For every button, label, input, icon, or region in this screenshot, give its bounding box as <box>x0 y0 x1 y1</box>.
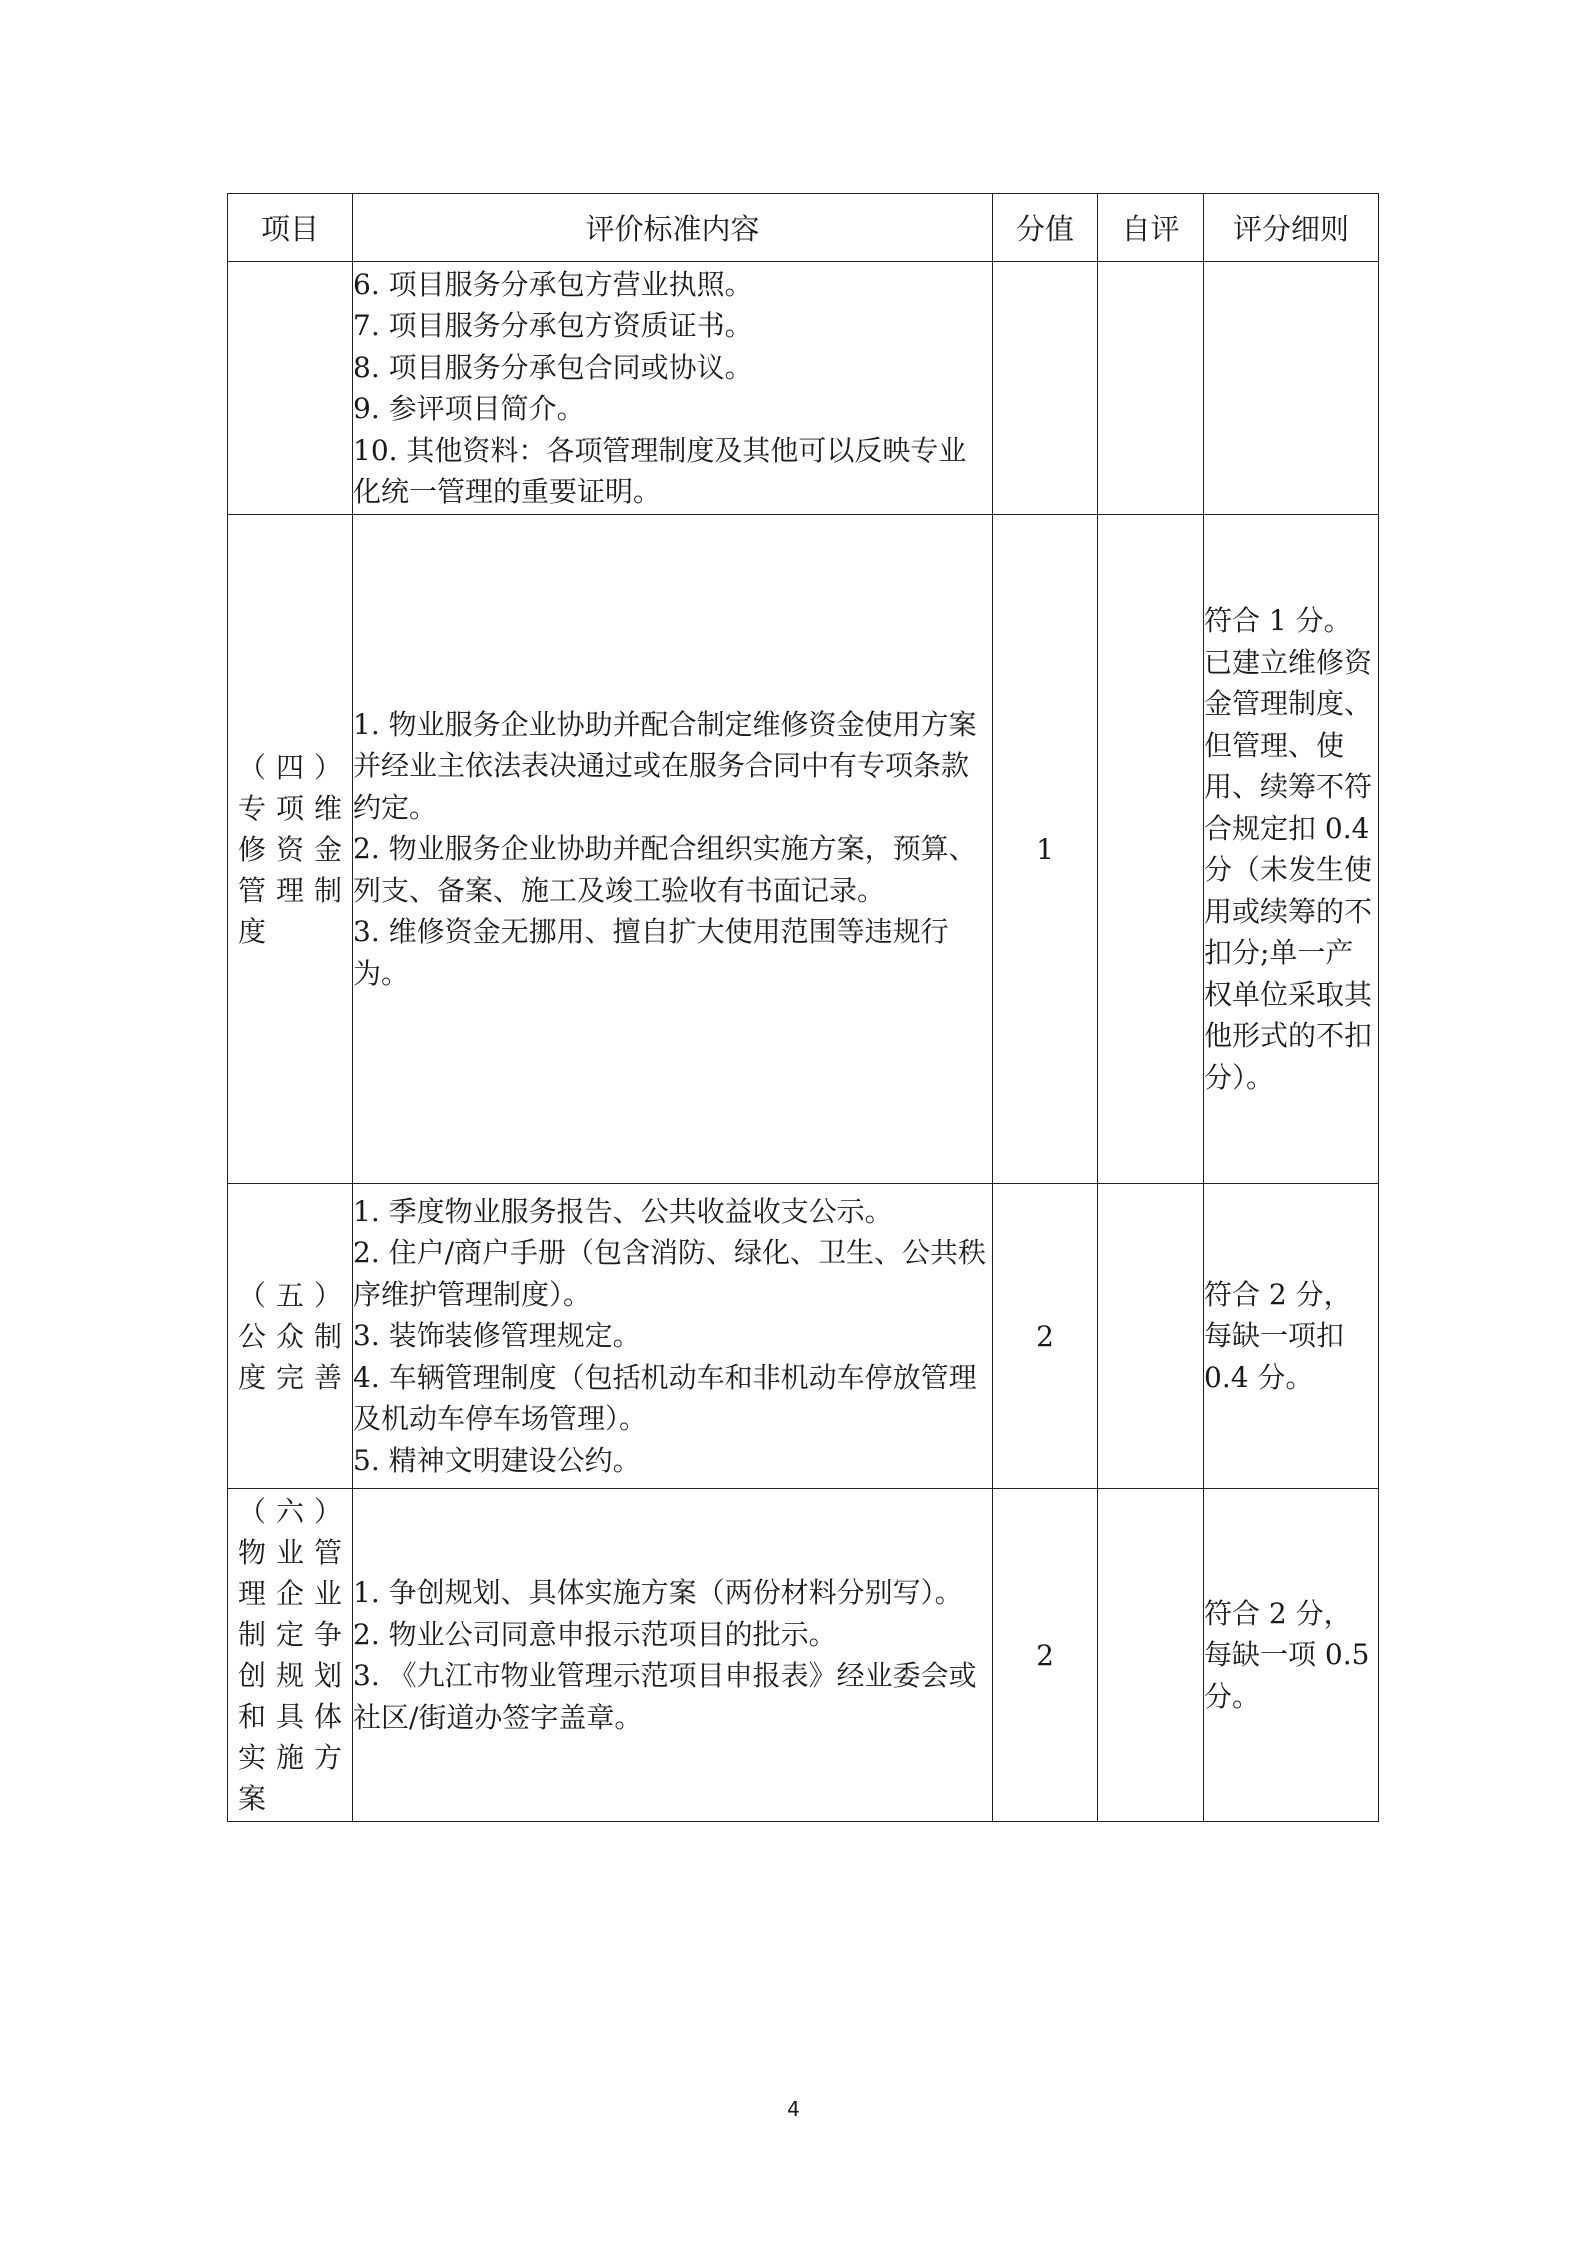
row-score <box>993 262 1098 515</box>
content-line: 8. 项目服务分承包合同或协议。 <box>353 350 753 384</box>
header-item: 项目 <box>228 194 353 262</box>
content-line: 4. 车辆管理制度（包括机动车和非机动车停放管理及机动车停车场管理）。 <box>353 1360 977 1436</box>
content-line: 2. 物业服务企业协助并配合组织实施方案，预算、列支、备案、施工及竣工验收有书面记录。 <box>353 832 977 907</box>
row-self-evaluation[interactable] <box>1098 1184 1204 1489</box>
row-score: 2 <box>993 1489 1098 1822</box>
row-item <box>228 515 353 1184</box>
row-item-text: （六）物业管理企业制定争创规划和具体实施方案 <box>238 1495 342 1815</box>
content-line: 2. 物业公司同意申报示范项目的批示。 <box>353 1617 837 1651</box>
content-line: 1. 季度物业服务报告、公共收益收支公示。 <box>353 1194 893 1228</box>
row-score: 1 <box>993 515 1098 1184</box>
content-line: 1. 争创规划、具体实施方案（两份材料分别写）。 <box>353 1576 963 1609</box>
content-line: 9. 参评项目简介。 <box>353 392 585 425</box>
evaluation-table <box>227 193 1379 1822</box>
content-line: 10. 其他资料：各项管理制度及其他可以反映专业化统一管理的重要证明。 <box>353 433 967 508</box>
row-item-text: （四）专项维修资金管理制度 <box>238 750 342 948</box>
table-row <box>228 1184 1379 1489</box>
content-line: 3. 装饰装修管理规定。 <box>353 1319 641 1353</box>
row-self-evaluation[interactable] <box>1098 262 1204 515</box>
content-line: 2. 住户/商户手册（包含消防、绿化、卫生、公共秩序维护管理制度）。 <box>353 1236 987 1311</box>
header-scoring-detail: 评分细则 <box>1204 194 1379 262</box>
row-item-text: （五）公众制度完善 <box>238 1278 342 1394</box>
row-self-evaluation[interactable] <box>1098 1489 1204 1822</box>
row-item <box>228 1184 353 1489</box>
content-line: 7. 项目服务分承包方资质证书。 <box>353 309 753 342</box>
row-self-evaluation[interactable] <box>1098 515 1204 1184</box>
content-line: 1. 物业服务企业协助并配合制定维修资金使用方案并经业主依法表决通过或在服务合同中有专项条款约定。 <box>353 707 977 824</box>
table-row <box>228 262 1379 515</box>
row-scoring-detail <box>1204 262 1379 515</box>
table-header-row <box>228 194 1379 262</box>
header-self-evaluation: 自评 <box>1098 194 1204 262</box>
table-row <box>228 1489 1379 1822</box>
row-content <box>353 515 993 1184</box>
content-line: 3. 《九江市物业管理示范项目申报表》经业委会或社区/街道办签字盖章。 <box>353 1659 977 1734</box>
row-item <box>228 262 353 515</box>
table-row <box>228 515 1379 1184</box>
page-number: 4 <box>787 2097 800 2121</box>
row-scoring-detail: 符合 1 分。已建立维修资金管理制度、但管理、使用、续筹不符合规定扣 0.4 分（未发生使用或续筹的不扣分;单一产权单位采取其他形式的不扣分）。 <box>1204 515 1379 1184</box>
content-line: 6. 项目服务分承包方营业执照。 <box>353 267 753 301</box>
row-content <box>353 1489 993 1822</box>
row-content <box>353 262 993 515</box>
content-line: 3. 维修资金无挪用、擅自扩大使用范围等违规行为。 <box>353 915 949 990</box>
header-content: 评价标准内容 <box>353 194 993 262</box>
row-scoring-detail: 符合 2 分，每缺一项扣 0.4 分。 <box>1204 1184 1379 1489</box>
row-score: 2 <box>993 1184 1098 1489</box>
row-item <box>228 1489 353 1822</box>
content-line: 5. 精神文明建设公约。 <box>353 1443 641 1477</box>
row-scoring-detail: 符合 2 分，每缺一项 0.5 分。 <box>1204 1489 1379 1822</box>
row-content <box>353 1184 993 1489</box>
header-score: 分值 <box>993 194 1098 262</box>
